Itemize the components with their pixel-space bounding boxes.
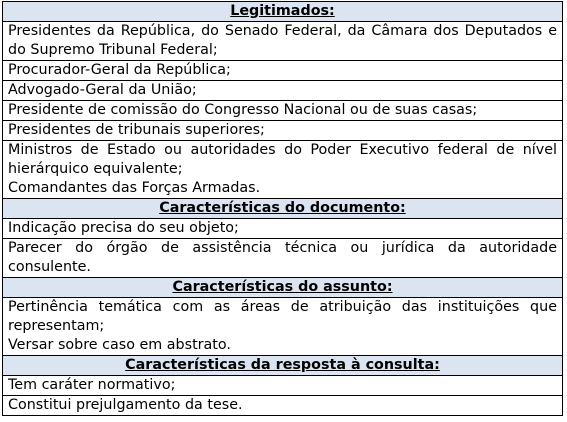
- table-cell: Constitui prejulgamento da tese.: [3, 396, 563, 416]
- table-row: [3, 219, 563, 239]
- table-cell: [3, 141, 563, 199]
- table-row: [3, 22, 563, 61]
- table-cell: Procurador-Geral da República;: [3, 61, 563, 81]
- table-cell: Presidentes da República, do Senado Federal, da Câmara dos Deputados e do Supremo Tribunal Federal;: [3, 22, 563, 61]
- table-cell: [3, 298, 563, 356]
- table-row: [3, 121, 563, 141]
- table-row: [3, 396, 563, 416]
- table-row: [3, 101, 563, 121]
- table-cell: Presidente de comissão do Congresso Nacional ou de suas casas;: [3, 101, 563, 121]
- section-title: Características da resposta à consulta:: [3, 356, 563, 376]
- table-cell: Advogado-Geral da União;: [3, 81, 563, 101]
- cell-line: Versar sobre caso em abstrato.: [8, 337, 231, 353]
- table-row: [3, 61, 563, 81]
- table-row: [3, 376, 563, 396]
- section-header-legitimados: [3, 2, 563, 22]
- cell-line: Pertinência temática com as áreas de atribuição das instituições que representam;: [8, 299, 557, 334]
- table-cell: Parecer do órgão de assistência técnica ou jurídica da autoridade consulente.: [3, 239, 563, 278]
- section-header-resposta: [3, 356, 563, 376]
- section-title: Características do documento:: [3, 199, 563, 219]
- table-row: [3, 141, 563, 199]
- consultation-requirements-table: [2, 1, 563, 416]
- table-cell: Presidentes de tribunais superiores;: [3, 121, 563, 141]
- section-header-assunto: [3, 278, 563, 298]
- table-row: [3, 298, 563, 356]
- cell-line: Ministros de Estado ou autoridades do Poder Executivo federal de nível hierárquico equivalente;: [8, 142, 557, 177]
- table-cell: Indicação precisa do seu objeto;: [3, 219, 563, 239]
- section-header-documento: [3, 199, 563, 219]
- table-cell: Tem caráter normativo;: [3, 376, 563, 396]
- table-row: [3, 239, 563, 278]
- cell-line: Comandantes das Forças Armadas.: [8, 180, 261, 196]
- table-row: [3, 81, 563, 101]
- section-title: Características do assunto:: [3, 278, 563, 298]
- section-title: Legitimados:: [3, 2, 563, 22]
